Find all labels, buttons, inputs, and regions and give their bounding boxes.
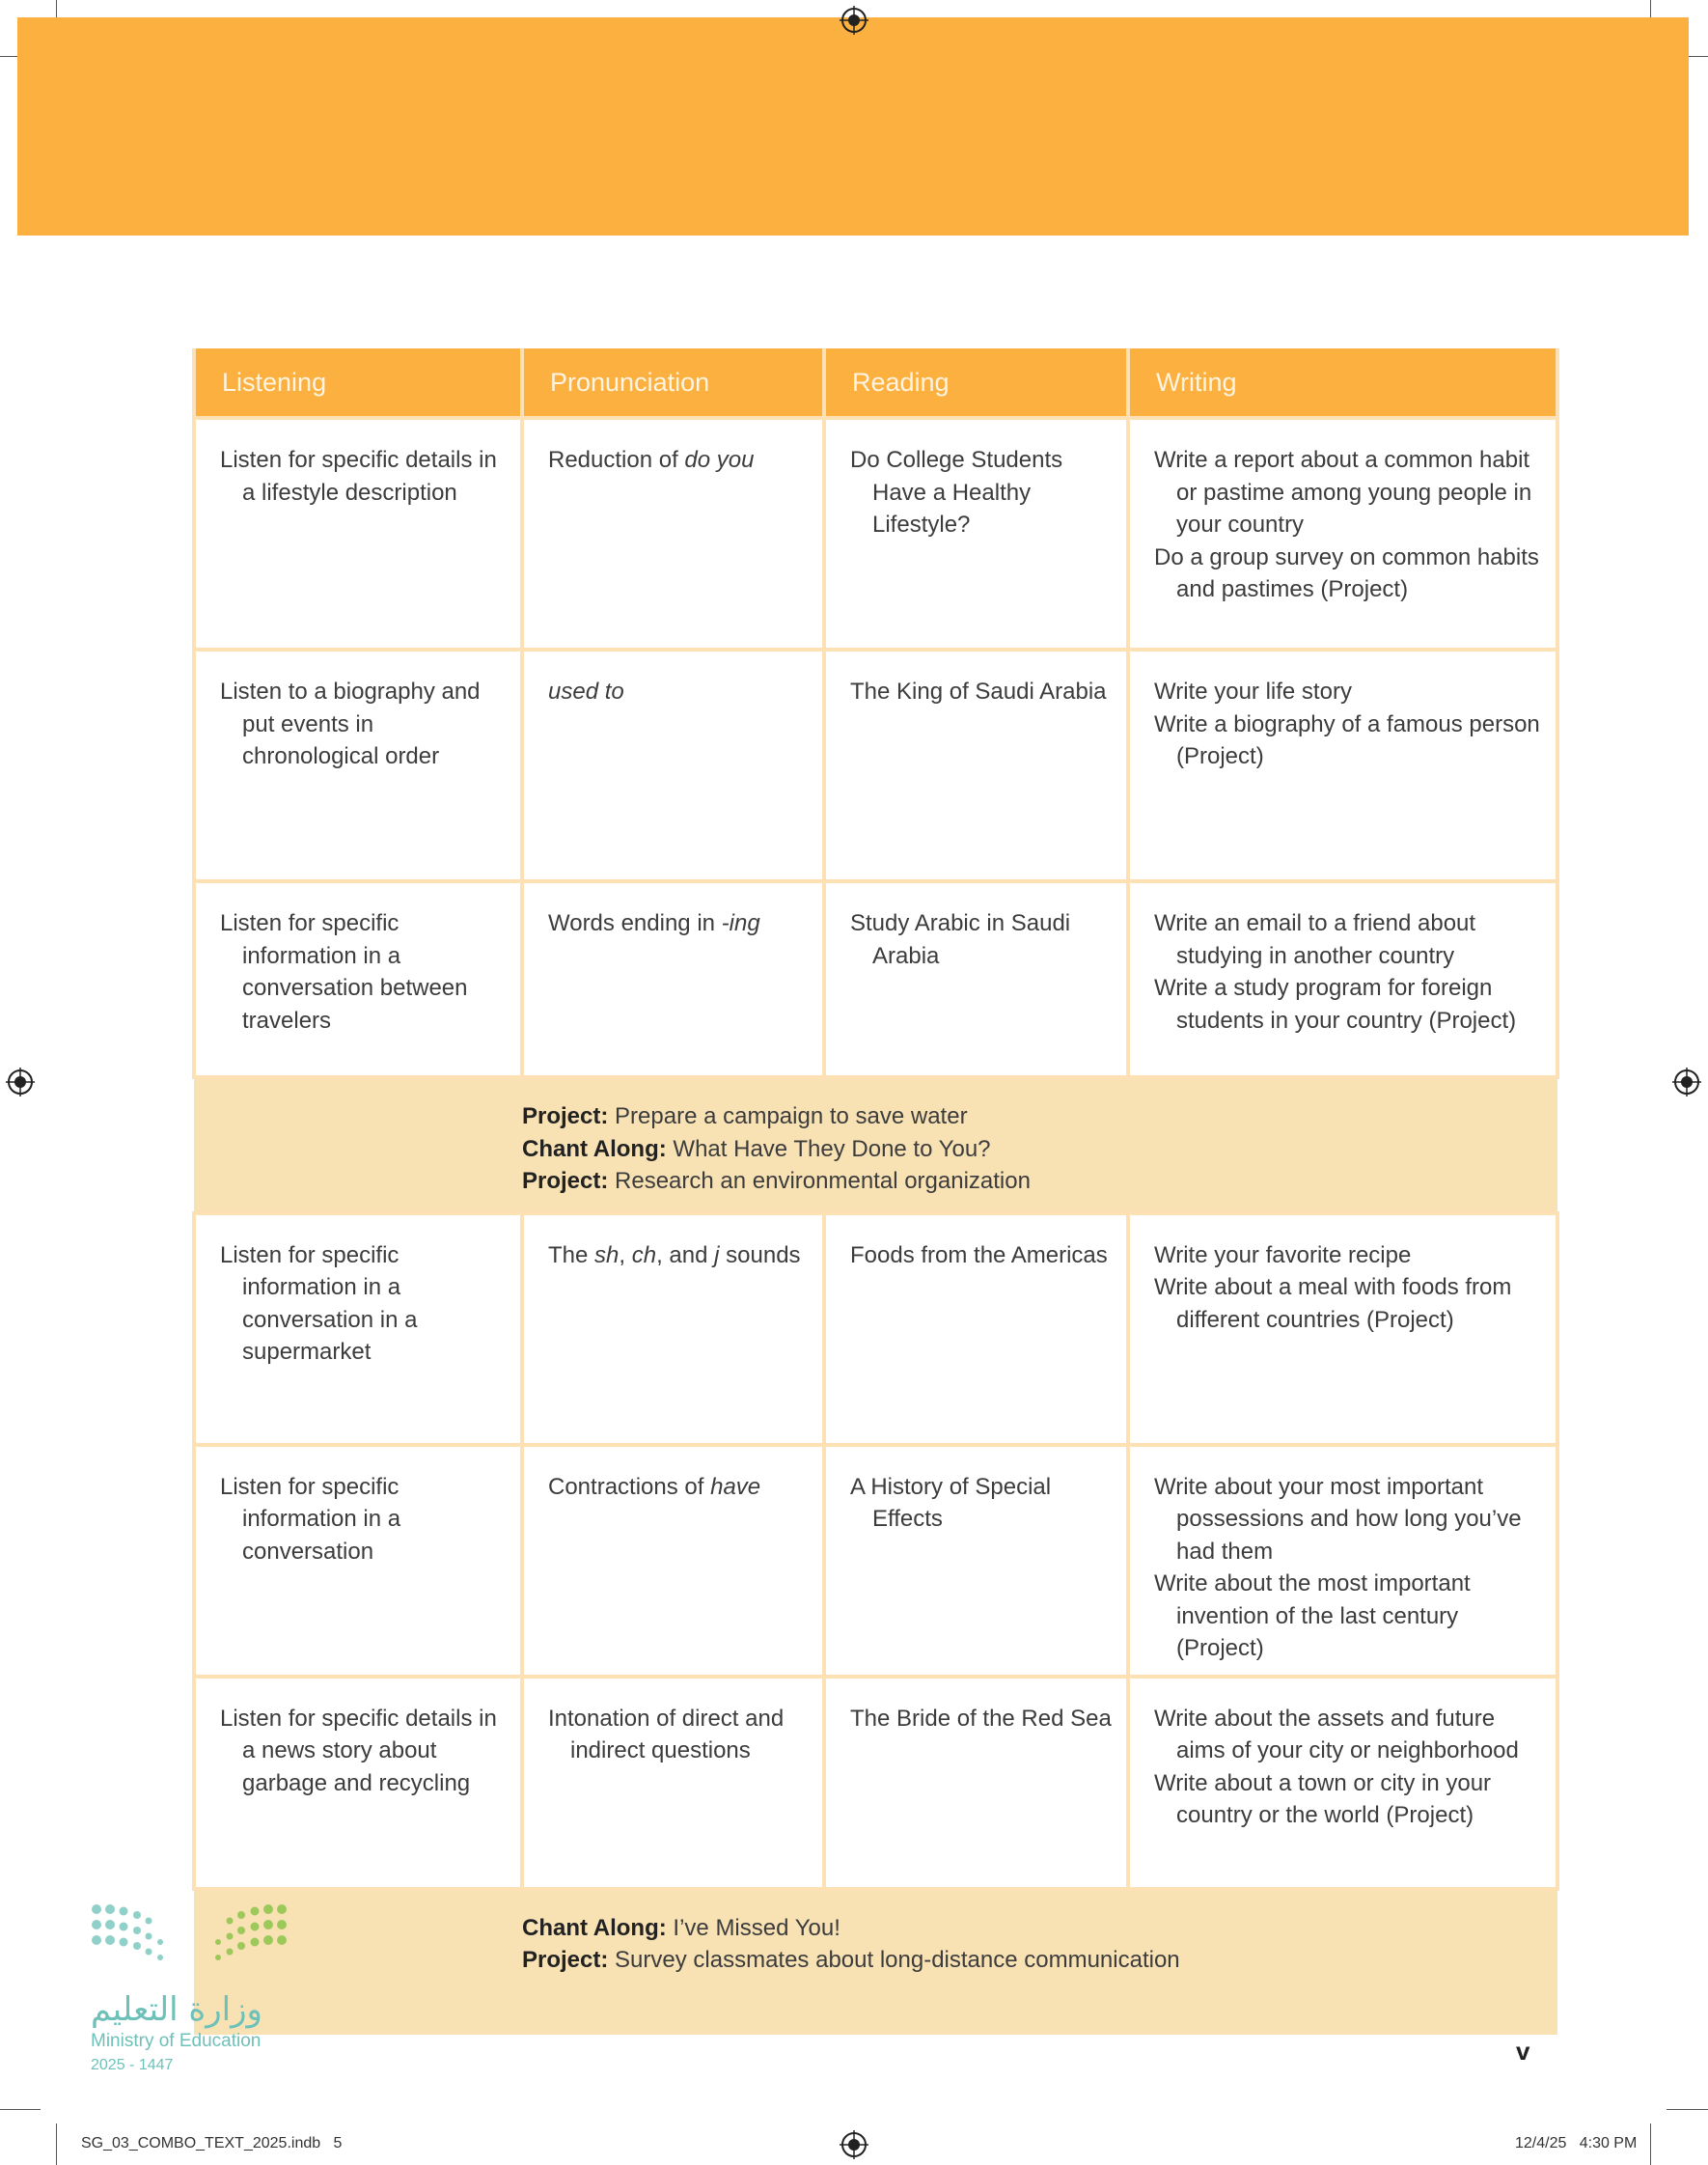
cell-text: The King of Saudi Arabia (850, 679, 1107, 705)
cell-text: Listen to a biography and put events in chronological order (220, 679, 481, 769)
registration-mark-icon (840, 2130, 868, 2159)
listening-cell (194, 881, 522, 1077)
band-label: Project: (522, 1168, 609, 1194)
writing-item: Write about the most important invention of the last century (Project) (1154, 1570, 1471, 1661)
ministry-logo-dots-icon (89, 1901, 301, 1969)
table-row (194, 881, 1557, 1077)
cell-text: Listen for specific details in a news story about garbage and recycling (220, 1705, 497, 1796)
text-run: , (619, 1241, 632, 1268)
cell-text: used to (548, 679, 624, 705)
cell-text: Intonation of direct and indirect questions (548, 1705, 785, 1763)
cell-text: Study Arabic in Saudi Arabia (850, 910, 1071, 969)
band-text: I’ve Missed You! (673, 1914, 840, 1941)
writing-item: Write a biography of a famous person (Project) (1154, 710, 1540, 769)
reading-cell (824, 1677, 1128, 1889)
writing-item: Write about a town or city in your country or the world (Project) (1154, 1769, 1492, 1828)
cell-text: Listen for specific information in a conversation in a supermarket (220, 1241, 418, 1365)
reading-cell (824, 418, 1128, 650)
pronunciation-cell (522, 1213, 824, 1445)
cell-text (548, 1471, 809, 1504)
footer-file-slug: SG_03_COMBO_TEXT_2025.indb 5 (81, 2135, 343, 2151)
pronunciation-cell (522, 881, 824, 1077)
writing-cell (1128, 881, 1557, 1077)
text-run: Contractions of (548, 1473, 711, 1500)
cell-text: Listen for specific information in a conversation (220, 1473, 401, 1565)
listening-cell (194, 650, 522, 881)
registration-mark-icon (840, 6, 868, 35)
writing-item: Write a study program for foreign students in your country (Project) (1154, 975, 1517, 1034)
writing-cell (1128, 1445, 1557, 1677)
italic-run: sh (594, 1241, 620, 1268)
writing-item: Write a report about a common habit or pastime among young people in your country (1154, 447, 1532, 538)
cell-text: Foods from the Americas (850, 1241, 1108, 1268)
header-banner (17, 17, 1689, 236)
band-text: Research an environmental organization (615, 1168, 1031, 1194)
pronunciation-cell (522, 418, 824, 650)
writing-item: Write about your most important possessions and how long you’ve had them (1154, 1473, 1522, 1565)
table-row (194, 1445, 1557, 1677)
pronunciation-cell (522, 1445, 824, 1677)
registration-mark-icon (6, 1068, 35, 1096)
listening-cell (194, 418, 522, 650)
band-line (522, 1133, 1557, 1166)
header-listening: Listening (194, 348, 522, 418)
writing-cell (1128, 1677, 1557, 1889)
pronunciation-cell (522, 650, 824, 881)
band-cell (194, 1889, 1557, 2035)
cell-text: A History of Special Effects (850, 1473, 1052, 1532)
page-number: v (1516, 2037, 1530, 2066)
cell-text (548, 1239, 809, 1272)
registration-mark-icon (1672, 1068, 1701, 1096)
table-row (194, 1213, 1557, 1445)
unit-summary-band (194, 1077, 1557, 1213)
band-text: Survey classmates about long-distance communication (615, 1947, 1180, 1973)
writing-cell (1128, 1213, 1557, 1445)
ministry-year: 2025 - 1447 (91, 2057, 174, 2073)
cell-text: Listen for specific details in a lifestyle description (220, 447, 497, 506)
ministry-english-name: Ministry of Education (91, 2031, 262, 2051)
reading-cell (824, 1445, 1128, 1677)
cell-text (548, 907, 809, 940)
cell-text (548, 444, 809, 477)
cell-text: Listen for specific information in a conversation between travelers (220, 910, 468, 1034)
band-text: Prepare a campaign to save water (615, 1103, 968, 1129)
writing-item: Do a group survey on common habits and pastimes (Project) (1154, 543, 1539, 602)
writing-item: Write about a meal with foods from different countries (Project) (1154, 1274, 1512, 1333)
header-reading: Reading (824, 348, 1128, 418)
reading-cell (824, 1213, 1128, 1445)
table-header-row (194, 348, 1557, 418)
unit-summary-band (194, 1889, 1557, 2035)
italic-run: have (710, 1473, 761, 1500)
writing-cell (1128, 650, 1557, 881)
table-row (194, 650, 1557, 881)
band-line (522, 1165, 1557, 1198)
crop-mark (56, 2123, 57, 2165)
band-line (522, 1912, 1557, 1945)
band-line (522, 1944, 1557, 1977)
band-cell (194, 1077, 1557, 1213)
listening-cell (194, 1445, 522, 1677)
cell-text: The Bride of the Red Sea (850, 1705, 1112, 1732)
table-row (194, 418, 1557, 650)
writing-item: Write about the assets and future aims of your city or neighborhood (1154, 1705, 1519, 1763)
table-row (194, 1677, 1557, 1889)
ministry-arabic-name: وزارة التعليم (91, 1990, 262, 2029)
reading-cell (824, 881, 1128, 1077)
reading-cell (824, 650, 1128, 881)
cell-text: Do College Students Have a Healthy Lifestyle? (850, 447, 1063, 538)
band-label: Chant Along: (522, 1135, 667, 1162)
band-line (522, 1100, 1557, 1133)
crop-mark (1650, 2123, 1651, 2165)
writing-item: Write an email to a friend about studying in another country (1154, 910, 1476, 969)
header-pronunciation: Pronunciation (522, 348, 824, 418)
italic-run: do you (684, 447, 755, 473)
text-run: Words ending in (548, 910, 722, 936)
listening-cell (194, 1213, 522, 1445)
band-text: What Have They Done to You? (673, 1135, 991, 1162)
writing-item: Write your life story (1154, 679, 1352, 705)
footer-datetime: 12/4/25 4:30 PM (1515, 2135, 1638, 2151)
text-run: Reduction of (548, 447, 685, 473)
crop-mark (0, 2109, 41, 2110)
text-run: sounds (719, 1241, 801, 1268)
text-run: The (548, 1241, 595, 1268)
listening-cell (194, 1677, 522, 1889)
italic-run: ch (631, 1241, 657, 1268)
band-label: Project: (522, 1103, 609, 1129)
crop-mark (1667, 2109, 1708, 2110)
band-label: Project: (522, 1947, 609, 1973)
header-writing: Writing (1128, 348, 1557, 418)
text-run: , and (656, 1241, 715, 1268)
italic-run: -ing (721, 910, 760, 936)
band-label: Chant Along: (522, 1914, 667, 1941)
writing-item: Write your favorite recipe (1154, 1241, 1412, 1268)
writing-cell (1128, 418, 1557, 650)
italic-run: j (714, 1241, 720, 1268)
skills-table (192, 348, 1559, 2035)
pronunciation-cell (522, 1677, 824, 1889)
